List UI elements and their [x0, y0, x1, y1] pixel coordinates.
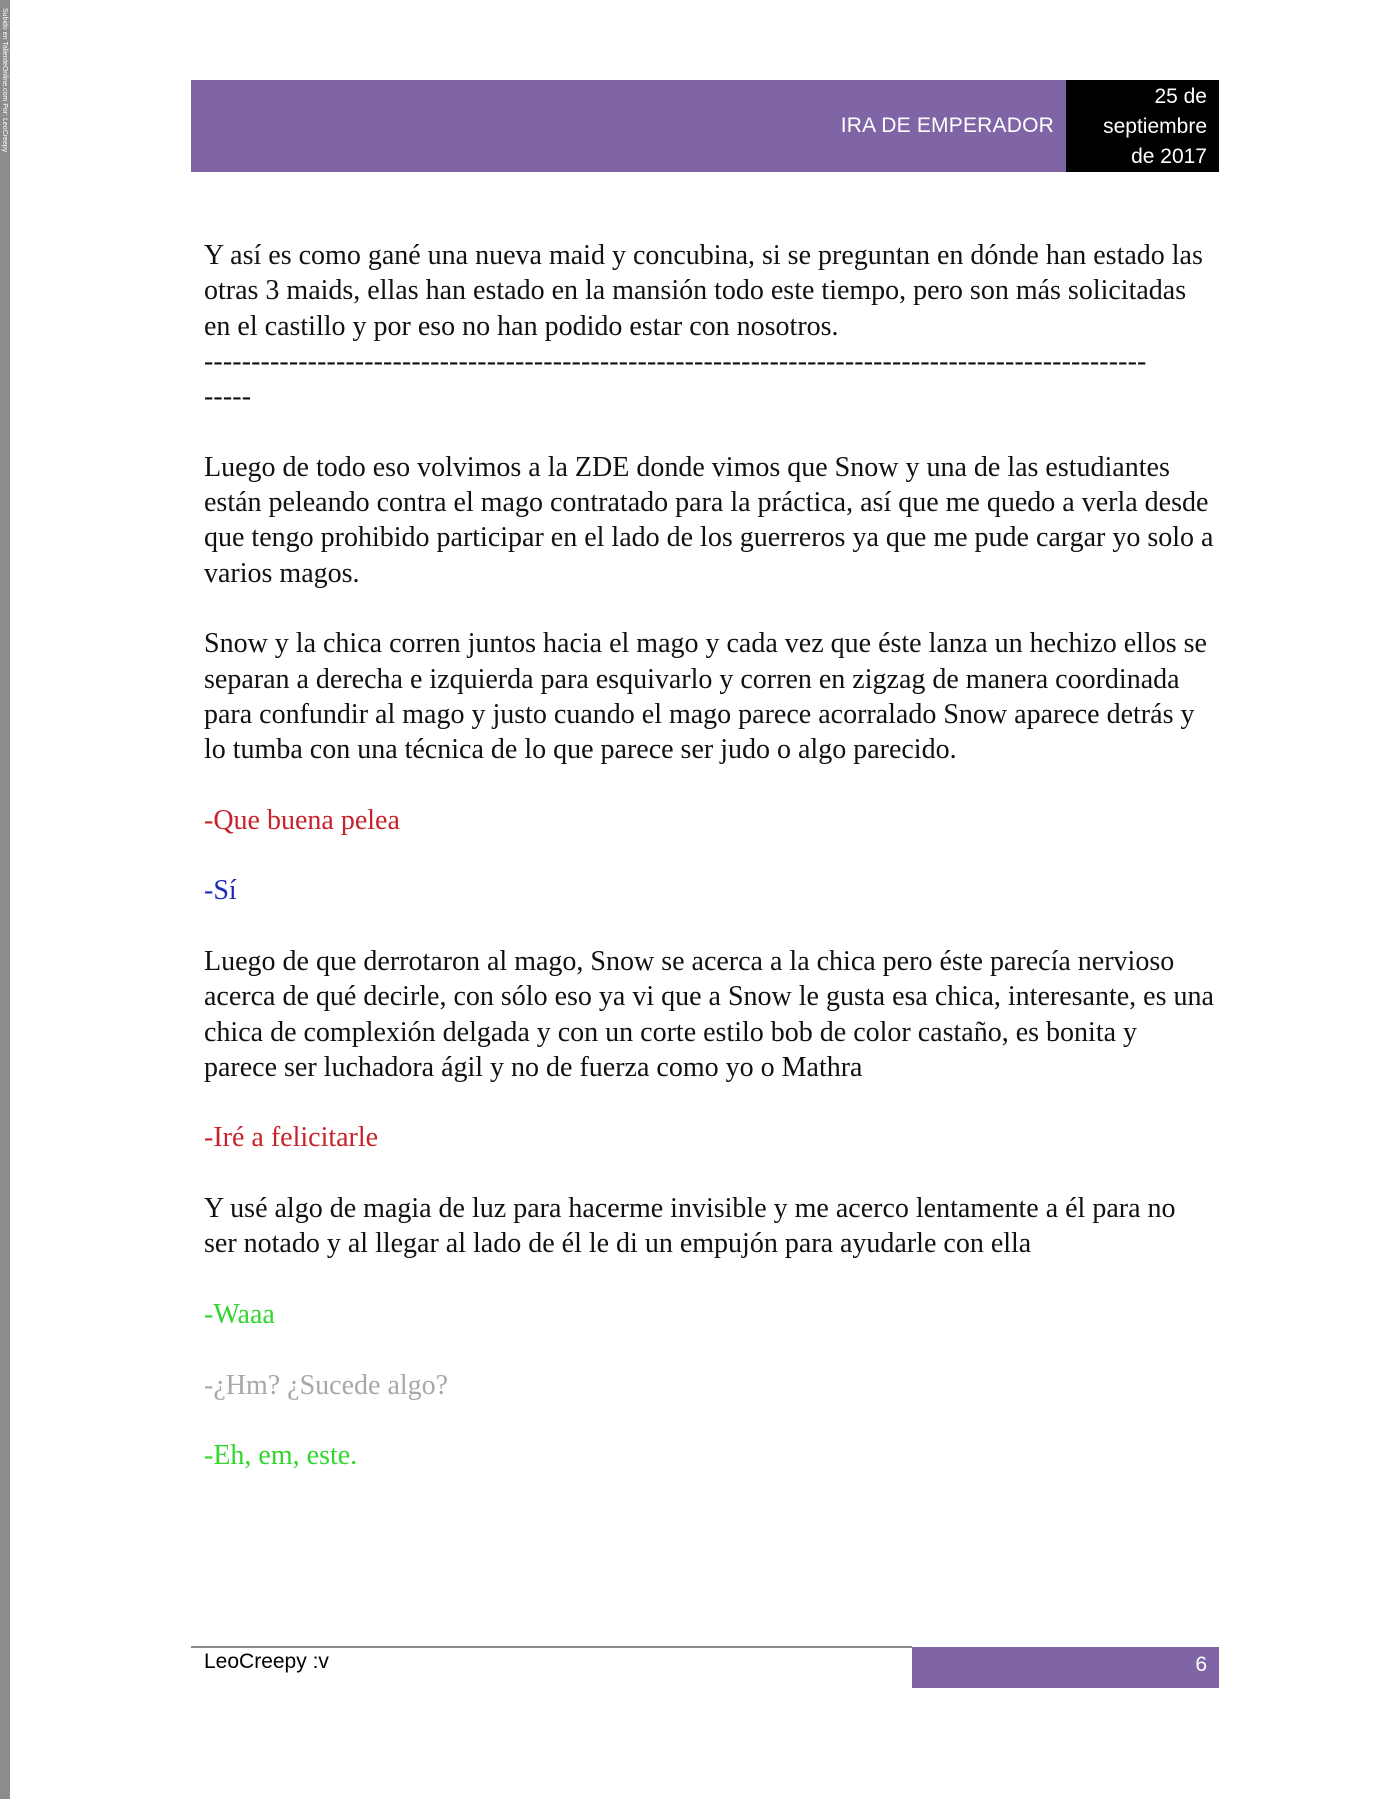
separator-line-1: ---------------------------------------------------------------------------------------------------- [204, 345, 1147, 377]
paragraph-1: Y así es como gané una nueva maid y concubina, si se preguntan en dónde han estado las otras 3 maids, ellas han estado en la mansión todo este tiempo, pero son más solicitadas en el castillo y por eso no han podido estar con nosotros. [204, 240, 1203, 342]
dialogue-line-1: -Que buena pelea [204, 804, 400, 836]
left-margin-strip [0, 0, 10, 1799]
side-upload-note: Subido en TallerdeOnline.com Por: LeoCreepy [1, 8, 8, 153]
dialogue-line-5: -¿Hm? ¿Sucede algo? [204, 1369, 449, 1401]
footer-rule [191, 1646, 912, 1648]
page-header [191, 80, 1219, 172]
footer-page-box [912, 1647, 1219, 1688]
header-date-line1: 25 de [1154, 85, 1207, 108]
document-body [204, 238, 1214, 1473]
header-date-box [1066, 80, 1219, 172]
header-date [1103, 82, 1207, 172]
header-title-box [191, 80, 1066, 172]
header-date-line3: de 2017 [1131, 145, 1207, 168]
header-date-line2: septiembre [1103, 115, 1207, 138]
dialogue-line-3: -Iré a felicitarle [204, 1122, 379, 1154]
paragraph-4: Luego de que derrotaron al mago, Snow se acerca a la chica pero éste parecía nervioso acerca de qué decirle, con sólo eso ya vi que a Snow le gusta esa chica, interesante, es una chica de complexión delgada y con un corte estilo bob de color castaño, es bonita y parece ser luchadora ágil y no de fuerza como yo o Mathra [204, 945, 1214, 1083]
separator-line-2: ----- [204, 381, 252, 413]
paragraph-5: Y usé algo de magia de luz para hacerme invisible y me acerco lentamente a él para no ser notado y al llegar al lado de él le di un empujón para ayudarle con ella [204, 1193, 1176, 1260]
page-number: 6 [1195, 1653, 1207, 1676]
paragraph-3: Snow y la chica corren juntos hacia el mago y cada vez que éste lanza un hechizo ellos se separan a derecha e izquierda para esquivarlo y corren en zigzag de manera coordinada para confundir al mago y justo cuando el mago parece acorralado Snow aparece detrás y lo tumba con una técnica de lo que parece ser judo o algo parecido. [204, 628, 1207, 766]
paragraph-2: Luego de todo eso volvimos a la ZDE donde vimos que Snow y una de las estudiantes están peleando contra el mago contratado para la práctica, así que me quedo a verla desde que tengo prohibido participar en el lado de los guerreros ya que me pude cargar yo solo a varios magos. [204, 451, 1214, 589]
dialogue-line-6: -Eh, em, este. [204, 1440, 358, 1472]
dialogue-line-4: -Waaa [204, 1298, 275, 1330]
dialogue-line-2: -Sí [204, 875, 237, 907]
header-title: IRA DE EMPERADOR [840, 114, 1054, 137]
footer-author: LeoCreepy :v [204, 1650, 329, 1673]
